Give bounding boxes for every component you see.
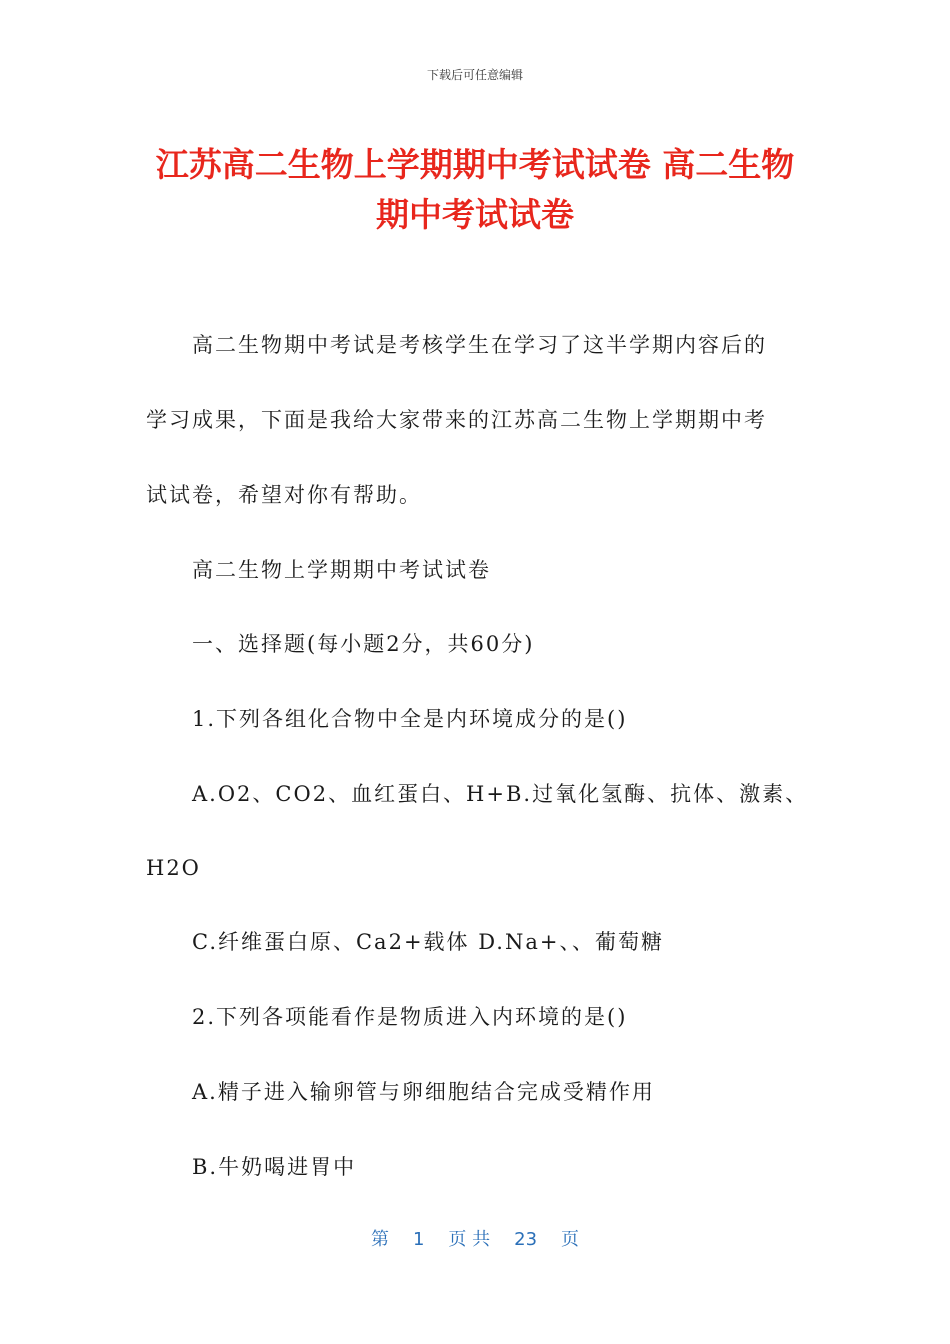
header-note: 下载后可任意编辑 <box>426 68 523 82</box>
page-footer <box>0 1225 950 1251</box>
footer-total-pages: 23 <box>514 1229 538 1250</box>
title-line-2: 期中考试试卷 <box>376 195 574 234</box>
paragraph-intro-line-1: 高二生物期中考试是考核学生在学习了这半学期内容后的 <box>192 333 767 357</box>
question-1-options-cd: C.纤维蛋白原、Ca2+载体 D.Na+、、葡萄糖 <box>192 930 664 954</box>
paragraph-intro-line-2: 学习成果，下面是我给大家带来的江苏高二生物上学期期中考 <box>146 408 767 432</box>
question-2-option-a: A.精子进入输卵管与卵细胞结合完成受精作用 <box>192 1080 655 1104</box>
question-1-options-ab: A.O2、CO2、血红蛋白、H+B.过氧化氢酶、抗体、激素、 <box>192 782 809 806</box>
title-line-1: 江苏高二生物上学期期中考试试卷 高二生物 <box>155 145 795 184</box>
question-2-option-b: B.牛奶喝进胃中 <box>192 1155 357 1179</box>
exam-subtitle: 高二生物上学期期中考试试卷 <box>192 558 491 582</box>
document-title <box>120 140 830 240</box>
footer-middle: 页 共 <box>448 1229 491 1250</box>
question-1: 1.下列各组化合物中全是内环境成分的是() <box>192 707 628 731</box>
question-2: 2.下列各项能看作是物质进入内环境的是() <box>192 1005 628 1029</box>
section-heading: 一、选择题(每小题2分，共60分) <box>192 632 535 656</box>
footer-suffix: 页 <box>561 1229 580 1250</box>
paragraph-intro-line-3: 试试卷，希望对你有帮助。 <box>146 483 422 507</box>
question-1-options-ab-continued: H2O <box>146 856 201 880</box>
footer-prefix: 第 <box>370 1229 389 1250</box>
footer-page-number: 1 <box>412 1229 425 1250</box>
